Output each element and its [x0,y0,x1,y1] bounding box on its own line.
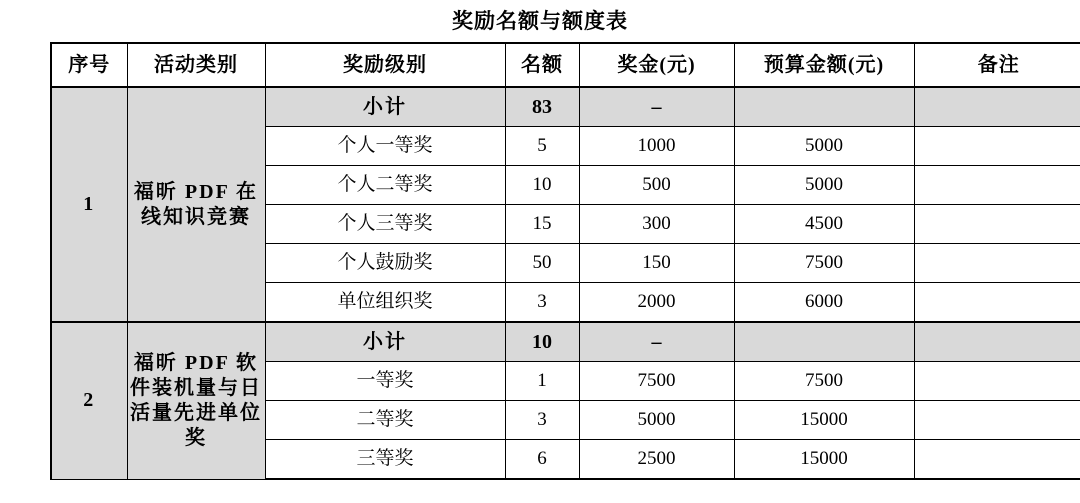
cell-note [914,127,1080,166]
cell-quota: 10 [505,322,579,362]
cell-note [914,166,1080,205]
cell-quota: 15 [505,205,579,244]
cell-level: 小计 [265,87,505,127]
cell-budget [734,322,914,362]
cell-level: 单位组织奖 [265,283,505,323]
cell-budget: 15000 [734,401,914,440]
cell-money: 500 [579,166,734,205]
cell-level: 二等奖 [265,401,505,440]
cell-quota: 3 [505,401,579,440]
cell-money: – [579,322,734,362]
table-header-row [51,43,1080,87]
cell-money: 7500 [579,362,734,401]
cell-seq: 1 [51,87,127,322]
cell-money: 5000 [579,401,734,440]
cell-note [914,440,1080,480]
cell-level: 三等奖 [265,440,505,480]
cell-money: 150 [579,244,734,283]
cell-quota: 3 [505,283,579,323]
cell-quota: 5 [505,127,579,166]
cell-money: 1000 [579,127,734,166]
cell-budget: 4500 [734,205,914,244]
cell-budget: 7500 [734,244,914,283]
cell-money: 300 [579,205,734,244]
table-container [0,42,1080,480]
column-header-seq: 序号 [51,43,127,87]
page-title: 奖励名额与额度表 [452,9,628,33]
table-body [51,87,1080,479]
column-header-budget: 预算金额(元) [734,43,914,87]
cell-note [914,322,1080,362]
cell-quota: 6 [505,440,579,480]
cell-money: 2500 [579,440,734,480]
cell-money: 2000 [579,283,734,323]
cell-quota: 1 [505,362,579,401]
column-header-note: 备注 [914,43,1080,87]
cell-quota: 50 [505,244,579,283]
cell-category: 福昕 PDF 在线知识竞赛 [127,87,265,322]
column-header-level: 奖励级别 [265,43,505,87]
cell-category: 福昕 PDF 软件装机量与日活量先进单位奖 [127,322,265,479]
cell-note [914,244,1080,283]
cell-note [914,283,1080,323]
column-header-money: 奖金(元) [579,43,734,87]
table-row [51,87,1080,127]
cell-budget [734,87,914,127]
cell-level: 个人三等奖 [265,205,505,244]
cell-budget: 5000 [734,127,914,166]
cell-budget: 6000 [734,283,914,323]
cell-quota: 10 [505,166,579,205]
cell-level: 个人鼓励奖 [265,244,505,283]
table-row [51,322,1080,362]
cell-note [914,401,1080,440]
cell-level: 个人一等奖 [265,127,505,166]
cell-money: – [579,87,734,127]
cell-note [914,205,1080,244]
reward-quota-table [50,42,1080,480]
cell-note [914,362,1080,401]
cell-note [914,87,1080,127]
cell-seq: 2 [51,322,127,479]
table-header [51,43,1080,87]
cell-quota: 83 [505,87,579,127]
column-header-quota: 名额 [505,43,579,87]
cell-level: 个人二等奖 [265,166,505,205]
cell-budget: 15000 [734,440,914,480]
column-header-category: 活动类别 [127,43,265,87]
cell-level: 小计 [265,322,505,362]
cell-budget: 7500 [734,362,914,401]
cell-level: 一等奖 [265,362,505,401]
cell-budget: 5000 [734,166,914,205]
